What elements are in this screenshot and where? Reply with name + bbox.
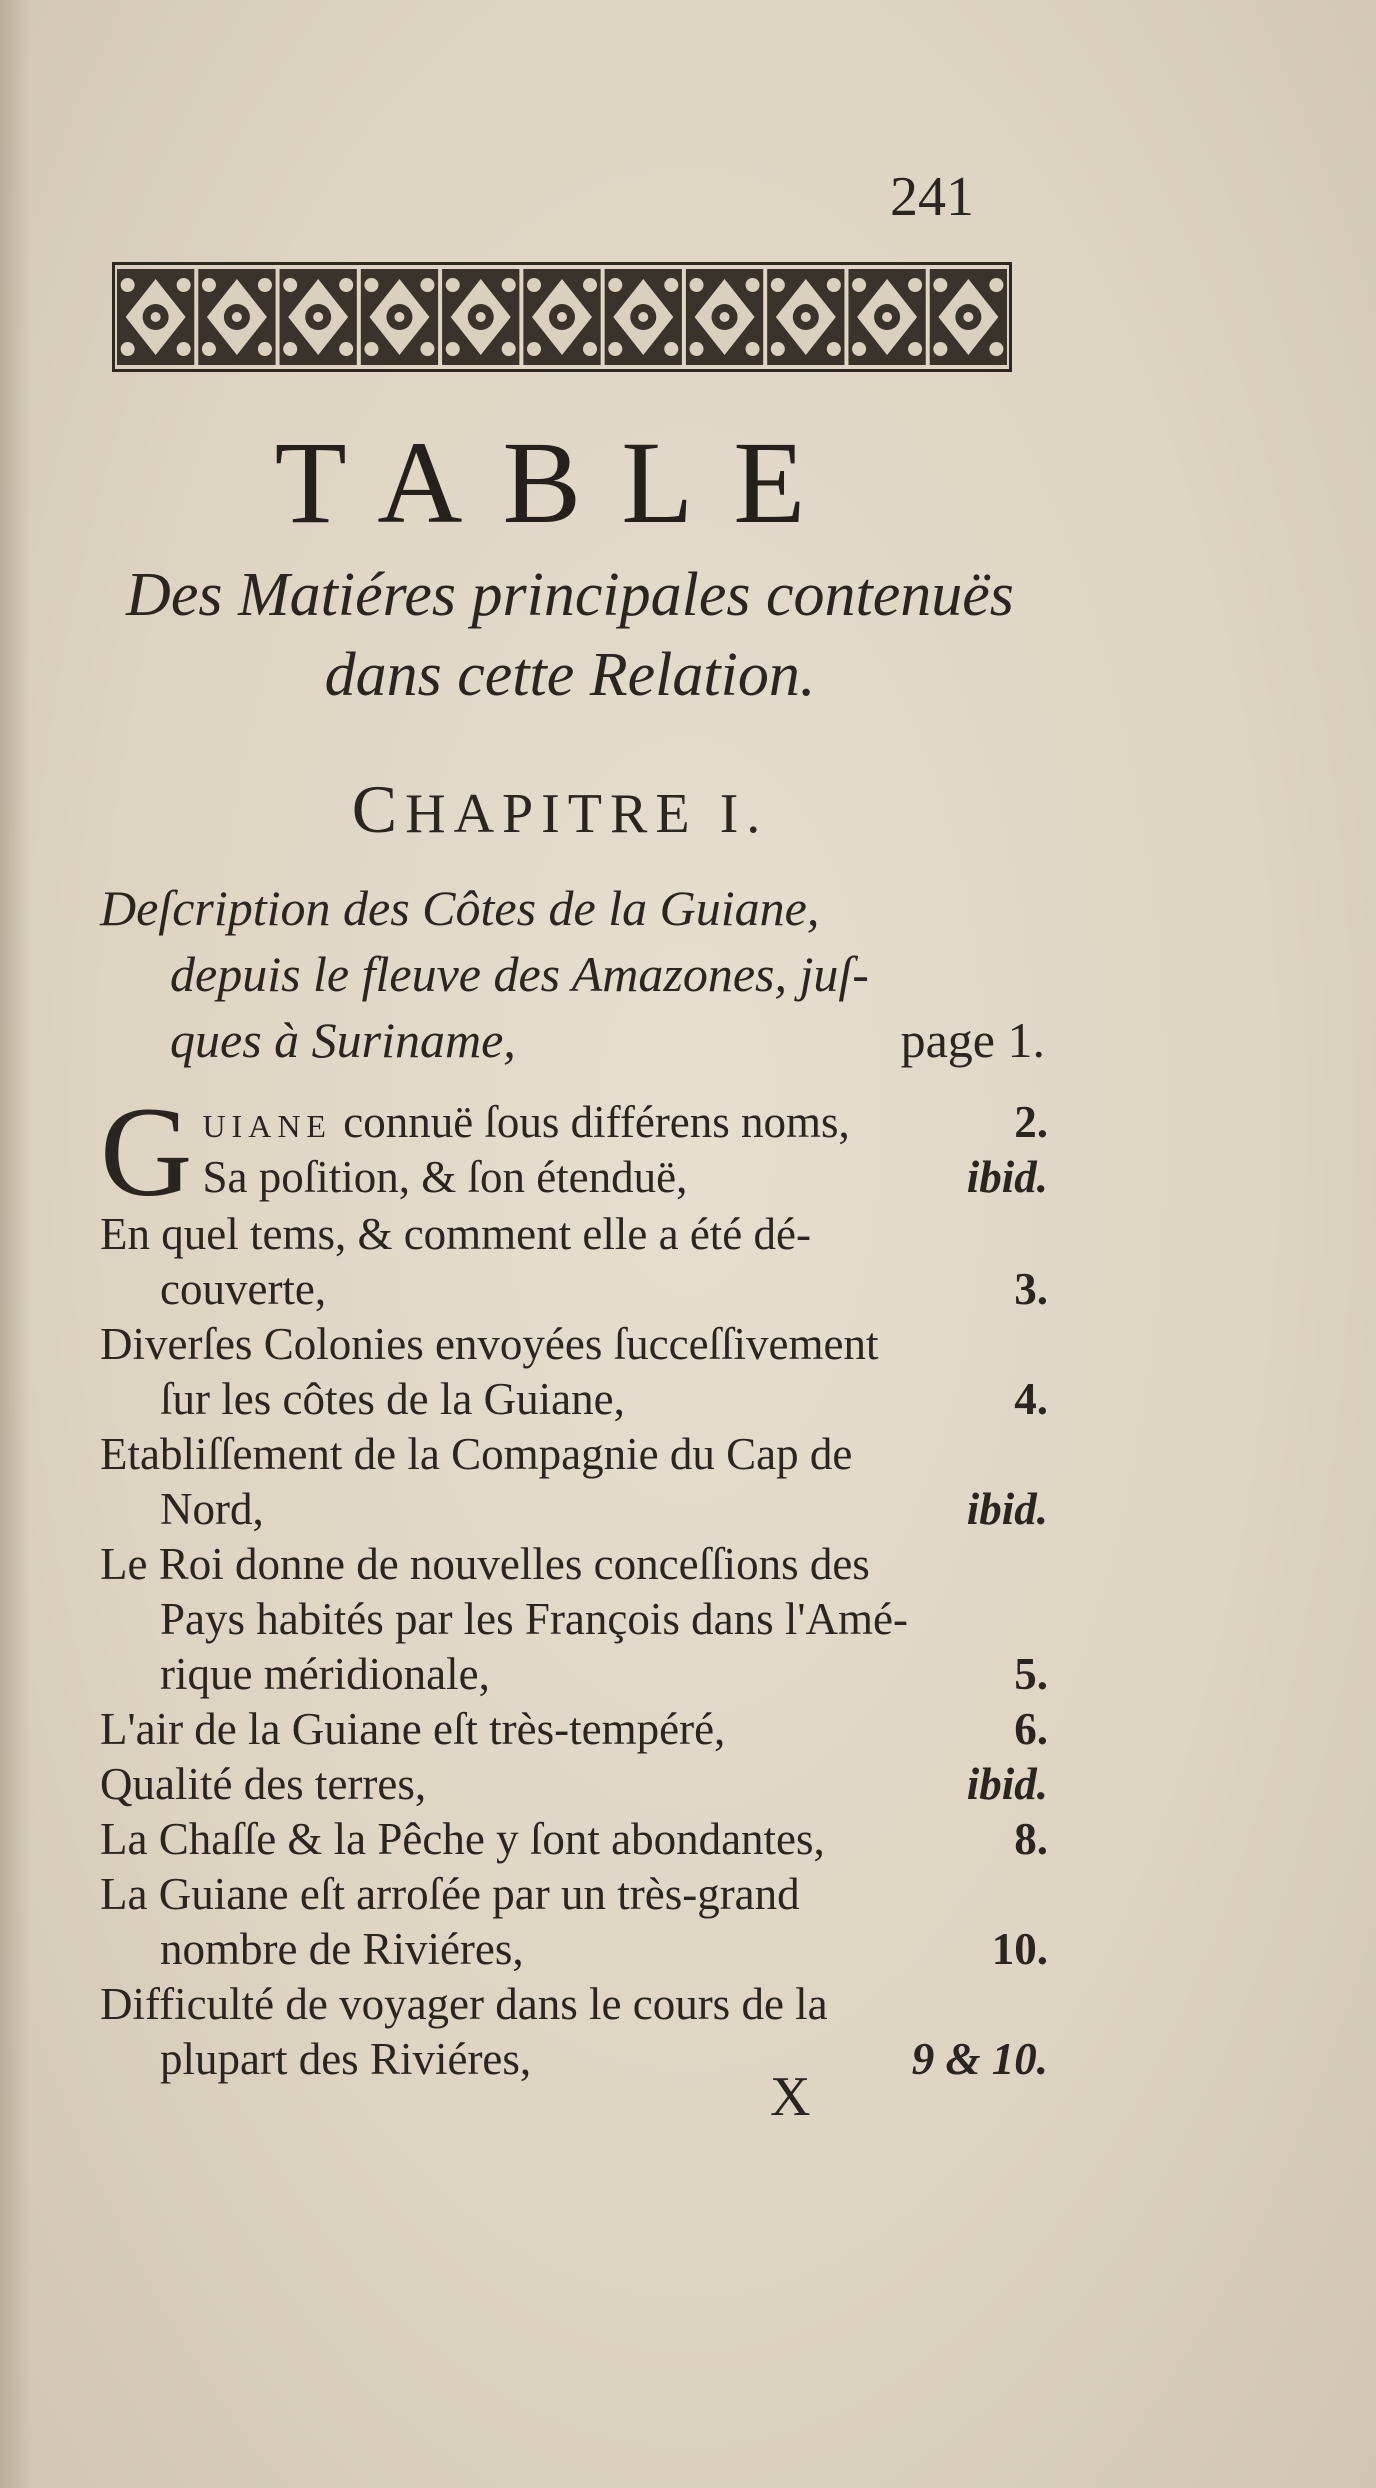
entry-page-ref: 5. bbox=[1014, 1649, 1048, 1699]
entry-smallcaps: uiane bbox=[202, 1097, 332, 1147]
drop-cap: G bbox=[100, 1081, 193, 1223]
ornament-motif bbox=[523, 269, 600, 365]
toc-entry bbox=[100, 1537, 1048, 1702]
entry-text: rique méridionale, bbox=[160, 1649, 490, 1699]
chapter-word: HAPITRE bbox=[405, 783, 698, 845]
catchword: X bbox=[770, 2066, 811, 2128]
entry-page-ref: 4. bbox=[1014, 1374, 1048, 1424]
page-number: 241 bbox=[890, 166, 974, 228]
ornament-motif bbox=[686, 269, 763, 365]
chapter-numeral: I. bbox=[719, 783, 769, 845]
ornament-motif bbox=[442, 269, 519, 365]
entry-text: Sa poſition, & ſon étenduë, bbox=[202, 1152, 688, 1202]
ornament-motif bbox=[605, 269, 682, 365]
subtitle-line-1: Des Matiéres principales contenuës bbox=[126, 561, 1014, 629]
page-gutter-shadow bbox=[0, 0, 30, 2488]
toc-entry bbox=[100, 1757, 1048, 1812]
toc-entry-line bbox=[202, 1095, 1048, 1150]
toc-entry bbox=[100, 1812, 1048, 1867]
entry-text: La Chaſſe & la Pêche y ſont abondantes, bbox=[100, 1814, 825, 1864]
toc-entry bbox=[100, 1427, 1048, 1537]
toc-entry bbox=[100, 1702, 1048, 1757]
ornament-motif bbox=[767, 269, 844, 365]
ornament-motif bbox=[361, 269, 438, 365]
chapter-initial: C bbox=[351, 771, 406, 847]
entry-page-ref: ibid. bbox=[966, 1152, 1048, 1202]
toc-entry-line bbox=[202, 1150, 1048, 1205]
summary-line-3-text: ques à Suriname, bbox=[170, 1012, 516, 1068]
entry-text: connuë ſous différens noms, bbox=[343, 1097, 850, 1147]
entry-page-ref: 3. bbox=[1014, 1264, 1048, 1314]
entry-page-ref: 9 & 10. bbox=[911, 2034, 1048, 2084]
entry-text: plupart des Riviéres, bbox=[160, 2034, 532, 2084]
entry-text: Nord, bbox=[160, 1484, 264, 1534]
entry-text: Difficulté de voyager dans le cours de la bbox=[100, 1979, 828, 2029]
entry-text: Diverſes Colonies envoyées ſucceſſivement bbox=[100, 1319, 879, 1369]
toc-entry bbox=[100, 1867, 1048, 1977]
entry-page-ref: 10. bbox=[991, 1924, 1048, 1974]
entry-text: nombre de Riviéres, bbox=[160, 1924, 524, 1974]
chapter-heading bbox=[100, 770, 1020, 849]
ornament-motif bbox=[930, 269, 1007, 365]
entry-text: En quel tems, & comment elle a été dé- bbox=[100, 1209, 811, 1259]
ornament-motif bbox=[848, 269, 925, 365]
summary-line-3 bbox=[100, 1007, 1045, 1073]
ornament-motif bbox=[117, 269, 194, 365]
entry-text: Pays habités par les François dans l'Amé- bbox=[160, 1594, 908, 1644]
entry-text: La Guiane eſt arroſée par un très-grand bbox=[100, 1869, 800, 1919]
decorative-headpiece bbox=[112, 262, 1012, 372]
page-title: TABLE bbox=[274, 417, 846, 548]
entry-text: Etabliſſement de la Compagnie du Cap de bbox=[100, 1429, 853, 1479]
toc-entry bbox=[100, 1081, 1048, 1223]
subtitle-line-2: dans cette Relation. bbox=[324, 641, 816, 709]
entry-page-ref: ibid. bbox=[966, 1484, 1048, 1534]
summary-line-2: depuis le fleuve des Amazones, juſ- bbox=[170, 946, 869, 1002]
headpiece-pattern bbox=[115, 265, 1009, 369]
entry-text: Le Roi donne de nouvelles conceſſions des bbox=[100, 1539, 870, 1589]
entry-text: Qualité des terres, bbox=[100, 1759, 427, 1809]
toc-entry bbox=[100, 1207, 1048, 1317]
ornament-motif bbox=[198, 269, 275, 365]
toc-entry bbox=[100, 1977, 1048, 2087]
entry-page-ref: 2. bbox=[1014, 1097, 1048, 1147]
entry-text: ſur les côtes de la Guiane, bbox=[160, 1374, 625, 1424]
toc-entry bbox=[100, 1317, 1048, 1427]
summary-line-1: Deſcription des Côtes de la Guiane, bbox=[100, 880, 820, 936]
entry-page-ref: ibid. bbox=[966, 1759, 1048, 1809]
table-of-contents bbox=[100, 1081, 1048, 2087]
entry-text: L'air de la Guiane eſt très-tempéré, bbox=[100, 1704, 726, 1754]
entry-text: couverte, bbox=[160, 1264, 327, 1314]
entry-page-ref: 6. bbox=[1014, 1704, 1048, 1754]
chapter-summary bbox=[100, 875, 1045, 1073]
ornament-motif bbox=[280, 269, 357, 365]
entry-page-ref: 8. bbox=[1014, 1814, 1048, 1864]
summary-page-ref: page 1. bbox=[900, 1012, 1045, 1068]
